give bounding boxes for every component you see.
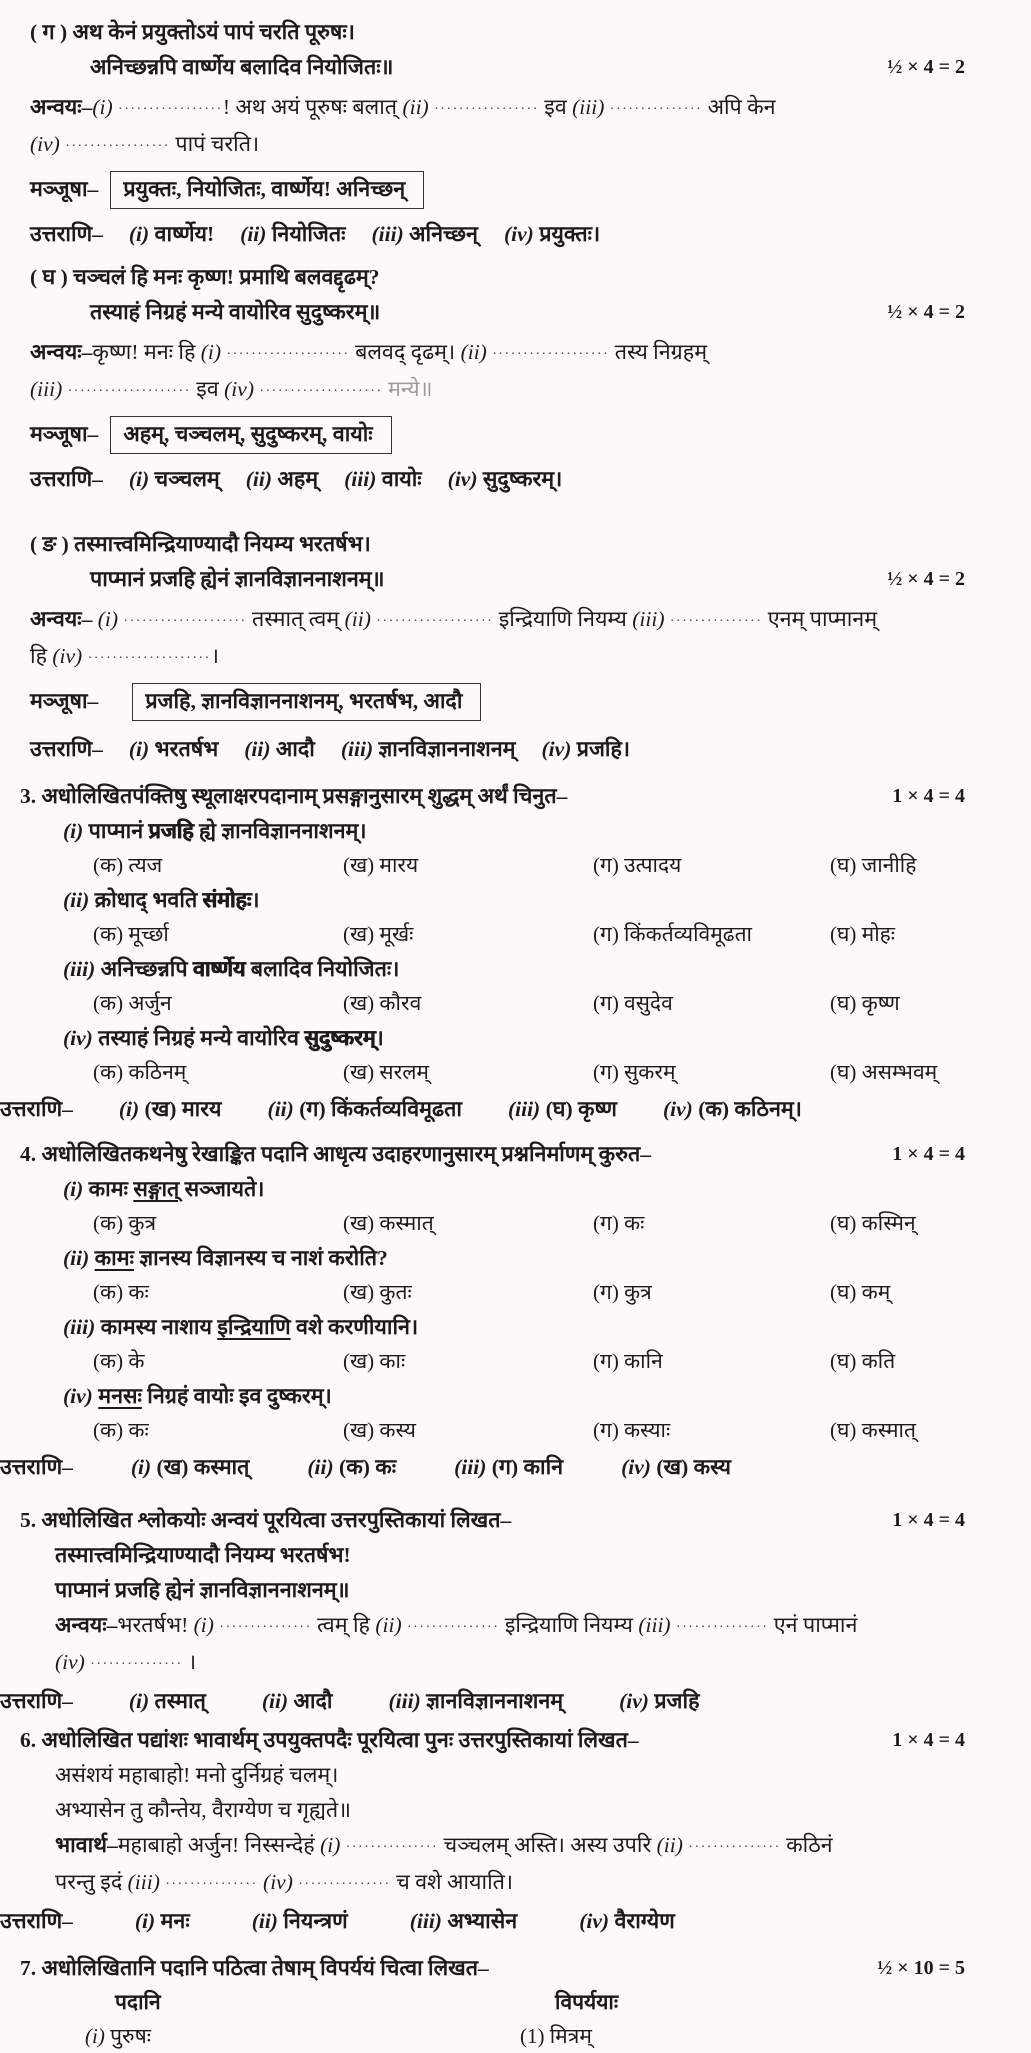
roman-marker: (ii) [375, 1613, 402, 1637]
two-column-row [0, 2019, 1031, 2053]
blank-dotted-line: ···················· [123, 614, 247, 629]
vertical-gap [0, 1938, 1031, 1950]
option-choice: (ग) उत्पादय [593, 853, 682, 877]
answers-label: उत्तराणि– [0, 1455, 73, 1479]
option-choice: (क) कुत्र [93, 1211, 157, 1235]
answer-item: (iii) (ग) कानि [454, 1455, 564, 1479]
option-choice: (ख) सरलम् [343, 1060, 429, 1084]
option-choice: (घ) कस्मिन् [830, 1211, 916, 1235]
text-line [55, 1646, 1031, 1681]
text-segment: मन्ये॥ [387, 377, 433, 401]
manjusha-label: मञ्जूषा– [30, 422, 99, 446]
answer-item: (iv) (ख) कस्य [621, 1455, 731, 1479]
roman-marker: (iv) [662, 1097, 693, 1121]
roman-marker: (ii) [344, 607, 371, 631]
marks-value: ½ × 4 = 2 [887, 56, 965, 78]
text-segment: तस्याहं निग्रहं मन्ये वायोरिव सुदुष्करम्॥ [90, 300, 381, 324]
roman-marker: (iii) [30, 377, 63, 401]
blank-dotted-line: ··················· [492, 347, 610, 362]
roman-marker: (iv) [55, 1650, 85, 1674]
option-choice: (क) मूर्च्छा [93, 922, 169, 946]
text-segment: 5. अधोलिखित श्लोकयोः अन्वयं पूरयित्वा उत्तरपुस्तिकायां लिखत– [20, 1508, 512, 1532]
text-line [63, 1242, 1031, 1275]
text-segment: अनिच्छन्नपि वार्ष्णेय बलादिव नियोजितः॥ [90, 55, 394, 79]
option-choice: (घ) मोहः [830, 922, 896, 946]
option-choice: (क) कः [93, 1280, 149, 1304]
option-choice: (घ) जानीहि [830, 853, 917, 877]
roman-marker: (iii) [63, 1315, 96, 1339]
option-choice: (ख) मारय [343, 853, 419, 877]
answer-item: (i) तस्मात् [128, 1689, 206, 1713]
blank-dotted-line: ················· [118, 102, 223, 117]
roman-marker: (ii) [656, 1833, 683, 1857]
text-segment: (ii) क्रोधाद् भवति [63, 888, 203, 912]
roman-marker: (iii) [371, 222, 404, 246]
text-line [63, 953, 1031, 986]
text-segment: ( ग ) अथ केनं प्रयुक्तोऽयं पापं चरति पूरुषः। [30, 20, 355, 44]
roman-marker: (i) [97, 607, 119, 631]
blank-dotted-line: ··············· [688, 1840, 781, 1855]
marks-value: ½ × 10 = 5 [877, 1957, 965, 1979]
answer-item: (iv) प्रजहि [619, 1689, 700, 1713]
roman-marker: (iii) [454, 1455, 487, 1479]
underlined-word: सङ्गात् [133, 1177, 180, 1201]
text-line [55, 1866, 1031, 1901]
marks-value: ½ × 4 = 2 [887, 301, 965, 323]
answers-label: उत्तराणि– [0, 1909, 73, 1933]
roman-marker: (i) [63, 1177, 84, 1201]
answers-row [0, 1451, 1031, 1484]
text-line [30, 128, 1031, 163]
answers-row [0, 1093, 1031, 1126]
question-or-verse-line [20, 1952, 1031, 1985]
option-choice: (ख) मूर्खः [343, 922, 414, 946]
text-segment: भरतर्षभ! (i) ··············· त्वम् हि (ii) ··············· इन्द्रियाणि नियम्य (iii) ··············· एनं पाप्मानं [117, 1613, 858, 1637]
roman-marker: (iv) [63, 1384, 93, 1408]
manjusha-row [30, 683, 1031, 721]
text-line [63, 1311, 1031, 1344]
text-line [30, 603, 1031, 638]
blank-dotted-line: ··············· [165, 1877, 258, 1892]
roman-marker: (ii) [63, 888, 90, 912]
option-choice: (ग) वसुदेव [593, 991, 673, 1015]
text-line [30, 261, 1031, 294]
text-segment: कृष्ण! मनः हि (i) ···················· बलवद् दृढम्। (ii) ··················· तस्य निग्रहम् [92, 340, 708, 364]
text-segment: (iii) कामस्य नाशाय [63, 1315, 218, 1339]
answer-item: (ii) आदौ [261, 1689, 333, 1713]
manjusha-row [30, 171, 1031, 209]
answer-item: (iii) वायोः [344, 467, 422, 491]
roman-marker: (ii) [460, 340, 487, 364]
text-segment: (i) ···················· तस्मात् त्वम् (ii) ··················· इन्द्रियाणि नियम्य (iii) ··············· एनम् पाप्मानम् [97, 607, 878, 631]
roman-marker: (iv) [503, 222, 534, 246]
text-segment: सञ्जायते। [179, 1177, 265, 1201]
blank-dotted-line: ···················· [67, 384, 191, 399]
roman-marker: (i) [193, 1613, 214, 1637]
text-segment: अन्वयः– [30, 340, 93, 364]
manjusha-label: मञ्जूषा– [30, 177, 99, 201]
text-segment: तस्मात्त्वमिन्द्रियाण्यादौ नियम्य भरतर्षभ! [55, 1543, 351, 1567]
roman-marker: (iii) [63, 957, 96, 981]
roman-marker: (iv) [447, 467, 478, 491]
text-line [55, 1574, 1031, 1607]
roman-marker: (ii) [267, 1097, 294, 1121]
option-choice: (घ) कस्मात् [830, 1418, 916, 1442]
blank-dotted-line: ··············· [609, 102, 703, 117]
roman-marker: (ii) [63, 1246, 90, 1270]
text-segment: अभ्यासेन तु कौन्तेय, वैराग्येण च गृह्यते॥ [55, 1798, 351, 1822]
question-or-verse-line [90, 51, 1031, 84]
answer-item: (ii) अहम् [245, 467, 319, 491]
options-row [0, 986, 1031, 1020]
roman-marker: (i) [92, 95, 113, 119]
question-or-verse-line [20, 780, 1031, 813]
answers-label: उत्तराणि– [30, 467, 103, 491]
answer-item: (i) वार्ष्णेय! [128, 222, 215, 246]
roman-marker: (i) [85, 2024, 105, 2048]
options-row [0, 848, 1031, 882]
text-segment: (iv) ··············· । [55, 1650, 197, 1674]
text-segment: अन्वयः– [55, 1613, 118, 1637]
question-or-verse-line [20, 1138, 1031, 1171]
answers-label: उत्तराणि– [0, 1097, 73, 1121]
blank-dotted-line: ··············· [90, 1657, 183, 1672]
text-segment: महाबाहो अर्जुन! निस्सन्देहं (i) ··············· चञ्चलम् अस्ति। अस्य उपरि (ii) ··············· कठिनं [117, 1833, 833, 1857]
blank-dotted-line: ···················· [226, 347, 350, 362]
roman-marker: (iv) [63, 1026, 93, 1050]
roman-marker: (i) [134, 1909, 156, 1933]
roman-marker: (iv) [579, 1909, 610, 1933]
answers-row [0, 1905, 1031, 1938]
marks-value: 1 × 4 = 4 [892, 1509, 965, 1531]
option-choice: (ग) कानि [593, 1349, 663, 1373]
text-segment: (iv) ················· पापं चरति। [30, 132, 260, 156]
answers-row [30, 218, 1031, 251]
answer-item: (ii) (क) कः [307, 1455, 397, 1479]
answer-item: (iii) ज्ञानविज्ञाननाशनम् [388, 1689, 564, 1713]
roman-marker: (iii) [632, 607, 665, 631]
roman-marker: (iii) [388, 1689, 421, 1713]
roman-marker: (iv) [541, 737, 572, 761]
roman-marker: (i) [128, 467, 150, 491]
option-choice: (ग) सुकरम् [593, 1060, 676, 1084]
option-choice: (क) त्यज [93, 853, 163, 877]
text-segment: वशे करणीयानि। [290, 1315, 419, 1339]
option-choice: (ख) कस्मात् [343, 1211, 434, 1235]
text-segment: अन्वयः– [30, 95, 93, 119]
roman-marker: (iii) [340, 737, 374, 761]
options-row [0, 917, 1031, 951]
question-or-verse-line [90, 296, 1031, 329]
text-segment: पाप्मानं प्रजहि ह्येनं ज्ञानविज्ञाननाशनम्॥ [90, 567, 385, 591]
roman-marker: (iii) [344, 467, 377, 491]
roman-marker: (ii) [402, 95, 429, 119]
text-segment: 4. अधोलिखितकथनेषु रेखाङ्कित पदानि आधृत्य उदाहरणानुसारम् प्रश्ननिर्माणम् कुरुत– [20, 1142, 652, 1166]
option-choice: (क) के [93, 1349, 145, 1373]
text-segment: । [375, 1026, 384, 1050]
blank-dotted-line: ················· [434, 102, 539, 117]
answer-item: (iii) अनिच्छन् [371, 222, 478, 246]
answer-item: (iv) प्रजहि। [541, 737, 631, 761]
text-line [63, 1022, 1031, 1055]
option-choice: (घ) असम्भवम् [830, 1060, 938, 1084]
manjusha-label: मञ्जूषा– [30, 689, 99, 713]
roman-marker: (i) [128, 1689, 150, 1713]
option-choice: (ख) कस्य [343, 1418, 416, 1442]
roman-marker: (i) [118, 1097, 140, 1121]
roman-marker: (i) [320, 1833, 341, 1857]
text-segment [63, 1246, 95, 1270]
roman-marker: (ii) [261, 1689, 289, 1713]
text-segment: पाप्मानं प्रजहि ह्येनं ज्ञानविज्ञाननाशनम्॥ [55, 1578, 350, 1602]
text-segment: (iii) अनिच्छन्नपि [63, 957, 193, 981]
text-segment: (i) पाप्मानं [63, 819, 149, 843]
text-segment: 7. अधोलिखितानि पदानि पठित्वा तेषाम् विपर्ययं चित्वा लिखत– [20, 1956, 489, 1980]
text-line [30, 336, 1031, 371]
underlined-word: मनसः [98, 1384, 142, 1408]
option-choice: (घ) कति [830, 1349, 896, 1373]
answer-item: (ii) (ग) किंकर्तव्यविमूढता [267, 1097, 462, 1121]
text-segment: अन्वयः– [30, 607, 98, 631]
marks-value: 1 × 4 = 4 [892, 785, 965, 807]
answers-row [0, 1685, 1031, 1718]
text-segment: (i) ·················! अथ अयं पूरुषः बलात् (ii) ················· इव (iii) ··············· अपि केन [92, 95, 776, 119]
options-row [0, 1413, 1031, 1447]
text-line [55, 1609, 1031, 1644]
answer-item: (i) (ख) मारय [118, 1097, 222, 1121]
marks-value: 1 × 4 = 4 [892, 1143, 965, 1165]
text-line [63, 815, 1031, 848]
roman-marker: (iv) [30, 132, 60, 156]
option-choice: (ख) कुतः [343, 1280, 412, 1304]
underlined-word: इन्द्रियाणि [217, 1315, 291, 1339]
text-segment: हि (iv) ····················। [30, 644, 219, 668]
answer-item: (iv) (क) कठिनम्। [662, 1097, 802, 1121]
text-segment: । [251, 888, 260, 912]
answer-item: (iv) वैराग्येण [579, 1909, 675, 1933]
roman-marker: (iv) [619, 1689, 649, 1713]
text-segment: निग्रहं वायोः इव दुष्करम्। [141, 1384, 332, 1408]
options-row [0, 1275, 1031, 1309]
text-segment: भावार्थ– [55, 1833, 118, 1857]
option-choice: (घ) कम् [830, 1280, 891, 1304]
answers-row [30, 463, 1031, 496]
text-line [55, 1539, 1031, 1572]
bold-keyword: वार्ष्णेय [192, 957, 246, 981]
roman-marker: (i) [200, 340, 222, 364]
roman-marker: (iv) [224, 377, 254, 401]
option-choice: (क) अर्जुन [93, 991, 172, 1015]
answer-item: (i) भरतर्षभ [128, 737, 219, 761]
roman-marker: (iv) [621, 1455, 651, 1479]
blank-dotted-line: ···················· [259, 384, 383, 399]
option-choice: (क) कः [93, 1418, 149, 1442]
text-line [30, 640, 1031, 675]
blank-dotted-line: ··················· [376, 614, 494, 629]
answer-item: (i) चञ्चलम् [128, 467, 220, 491]
text-line [55, 1759, 1031, 1792]
blank-dotted-line: ··············· [669, 614, 763, 629]
option-choice: (ग) किंकर्तव्यविमूढता [593, 922, 752, 946]
marks-value: ½ × 4 = 2 [887, 568, 965, 590]
text-segment: ( ङ ) तस्मात्त्वमिन्द्रियाण्यादौ नियम्य भरतर्षभ। [30, 532, 371, 556]
answer-item: (iii) (घ) कृष्ण [507, 1097, 617, 1121]
column-cell: (1) मित्रम् [520, 2024, 592, 2048]
answers-label: उत्तराणि– [30, 737, 103, 761]
answer-item: (ii) आदौ [244, 737, 315, 761]
option-choice: (ख) कौरव [343, 991, 422, 1015]
roman-marker: (iii) [638, 1613, 671, 1637]
roman-marker: (iii) [507, 1097, 541, 1121]
vertical-gap [0, 1484, 1031, 1502]
blank-dotted-line: ··············· [219, 1620, 312, 1635]
option-choice: (क) कठिनम् [93, 1060, 187, 1084]
roman-marker: (iv) [52, 644, 83, 668]
text-line [30, 528, 1031, 561]
options-row [0, 1344, 1031, 1378]
roman-marker: (iv) [263, 1870, 293, 1894]
text-segment: बलादिव नियोजितः। [245, 957, 400, 981]
bold-keyword: संमोहः [202, 888, 252, 912]
manjusha-word-box: प्रजहि, ज्ञानविज्ञाननाशनम्, भरतर्षभ, आदौ [132, 683, 481, 721]
text-segment: 3. अधोलिखितपंक्तिषु स्थूलाक्षरपदानाम् प्रसङ्गानुसारम् शुद्धम् अर्थं चिनुत– [20, 784, 568, 808]
text-segment: (i) कामः [63, 1177, 134, 1201]
option-choice: (घ) कृष्ण [830, 991, 900, 1015]
blank-dotted-line: ··············· [407, 1620, 500, 1635]
underlined-word: कामः [94, 1246, 134, 1270]
roman-marker: (iii) [127, 1870, 160, 1894]
text-line [55, 1794, 1031, 1827]
manjusha-word-box: अहम्, चञ्चलम्, सुदुष्करम्, वायोः [110, 416, 391, 454]
option-choice: (ग) कुत्र [593, 1280, 652, 1304]
bold-keyword: सुदुष्करम् [304, 1026, 376, 1050]
options-row [0, 1055, 1031, 1089]
answer-item: (i) मनः [134, 1909, 190, 1933]
vertical-gap [0, 496, 1031, 526]
manjusha-row [30, 416, 1031, 454]
answer-item: (iii) ज्ञानविज्ञाननाशनम् [340, 737, 516, 761]
blank-dotted-line: ··············· [675, 1620, 769, 1635]
answers-row [30, 733, 1031, 766]
roman-marker: (ii) [244, 737, 271, 761]
roman-marker: (iii) [409, 1909, 442, 1933]
column-header: विपर्ययाः [555, 1990, 619, 2014]
answer-item: (ii) नियन्त्रणं [251, 1909, 348, 1933]
option-choice: (ग) कः [593, 1211, 645, 1235]
option-choice: (ख) काः [343, 1349, 406, 1373]
text-line [63, 884, 1031, 917]
roman-marker: (ii) [251, 1909, 278, 1933]
text-segment: असंशयं महाबाहो! मनो दुर्निग्रहं चलम्। [55, 1763, 339, 1787]
text-segment: ह्ये ज्ञानविज्ञाननाशनम्। [193, 819, 367, 843]
question-or-verse-line [20, 1504, 1031, 1537]
blank-dotted-line: ··············· [345, 1840, 439, 1855]
blank-dotted-line: ···················· [87, 651, 211, 666]
text-line [63, 1380, 1031, 1413]
answer-item: (ii) नियोजितः [240, 222, 346, 246]
answer-item: (iv) सुदुष्करम्। [447, 467, 563, 491]
answers-label: उत्तराणि– [30, 222, 103, 246]
text-segment [63, 1384, 98, 1408]
text-segment: (iv) तस्याहं निग्रहं मन्ये वायोरिव [63, 1026, 305, 1050]
two-column-row [0, 1985, 1031, 2019]
marks-value: 1 × 4 = 4 [892, 1729, 965, 1751]
roman-marker: (i) [128, 222, 150, 246]
text-segment: 6. अधोलिखित पद्यांशः भावार्थम् उपयुक्तपदैः पूरयित्वा पुनः उत्तरपुस्तिकायां लिखत– [20, 1728, 639, 1752]
blank-dotted-line: ··············· [298, 1877, 391, 1892]
text-segment: ज्ञानस्य विज्ञानस्य च नाशं करोति? [133, 1246, 388, 1270]
answer-item: (i) (ख) कस्मात् [130, 1455, 250, 1479]
text-line [30, 373, 1031, 408]
roman-marker: (ii) [307, 1455, 334, 1479]
answers-label: उत्तराणि– [0, 1689, 73, 1713]
option-choice: (ग) कस्याः [593, 1418, 671, 1442]
column-cell: (i) पुरुषः [85, 2024, 151, 2048]
roman-marker: (ii) [245, 467, 273, 491]
text-segment: परन्तु इदं (iii) ··············· (iv) ··············· च वशे आयाति। [55, 1870, 514, 1894]
roman-marker: (i) [63, 819, 84, 843]
roman-marker: (i) [128, 737, 150, 761]
bold-keyword: प्रजहि [148, 819, 194, 843]
question-or-verse-line [20, 1724, 1031, 1757]
blank-dotted-line: ················· [65, 139, 170, 154]
options-row [0, 1206, 1031, 1240]
text-line [30, 16, 1031, 49]
answer-item: (iii) अभ्यासेन [409, 1909, 518, 1933]
roman-marker: (i) [130, 1455, 152, 1479]
text-line [63, 1173, 1031, 1206]
roman-marker: (ii) [240, 222, 267, 246]
roman-marker: (iii) [572, 95, 605, 119]
column-header: पदानि [115, 1990, 161, 2014]
text-segment: ( घ ) चञ्चलं हि मनः कृष्ण! प्रमाथि बलवद्दृढम्? [30, 265, 380, 289]
question-or-verse-line [90, 563, 1031, 596]
text-line [30, 91, 1031, 126]
answer-item: (iv) प्रयुक्तः। [503, 222, 601, 246]
text-segment: (iii) ···················· इव (iv) ···················· [30, 377, 383, 401]
manjusha-word-box: प्रयुक्तः, नियोजितः, वार्ष्णेय! अनिच्छन् [110, 171, 424, 209]
